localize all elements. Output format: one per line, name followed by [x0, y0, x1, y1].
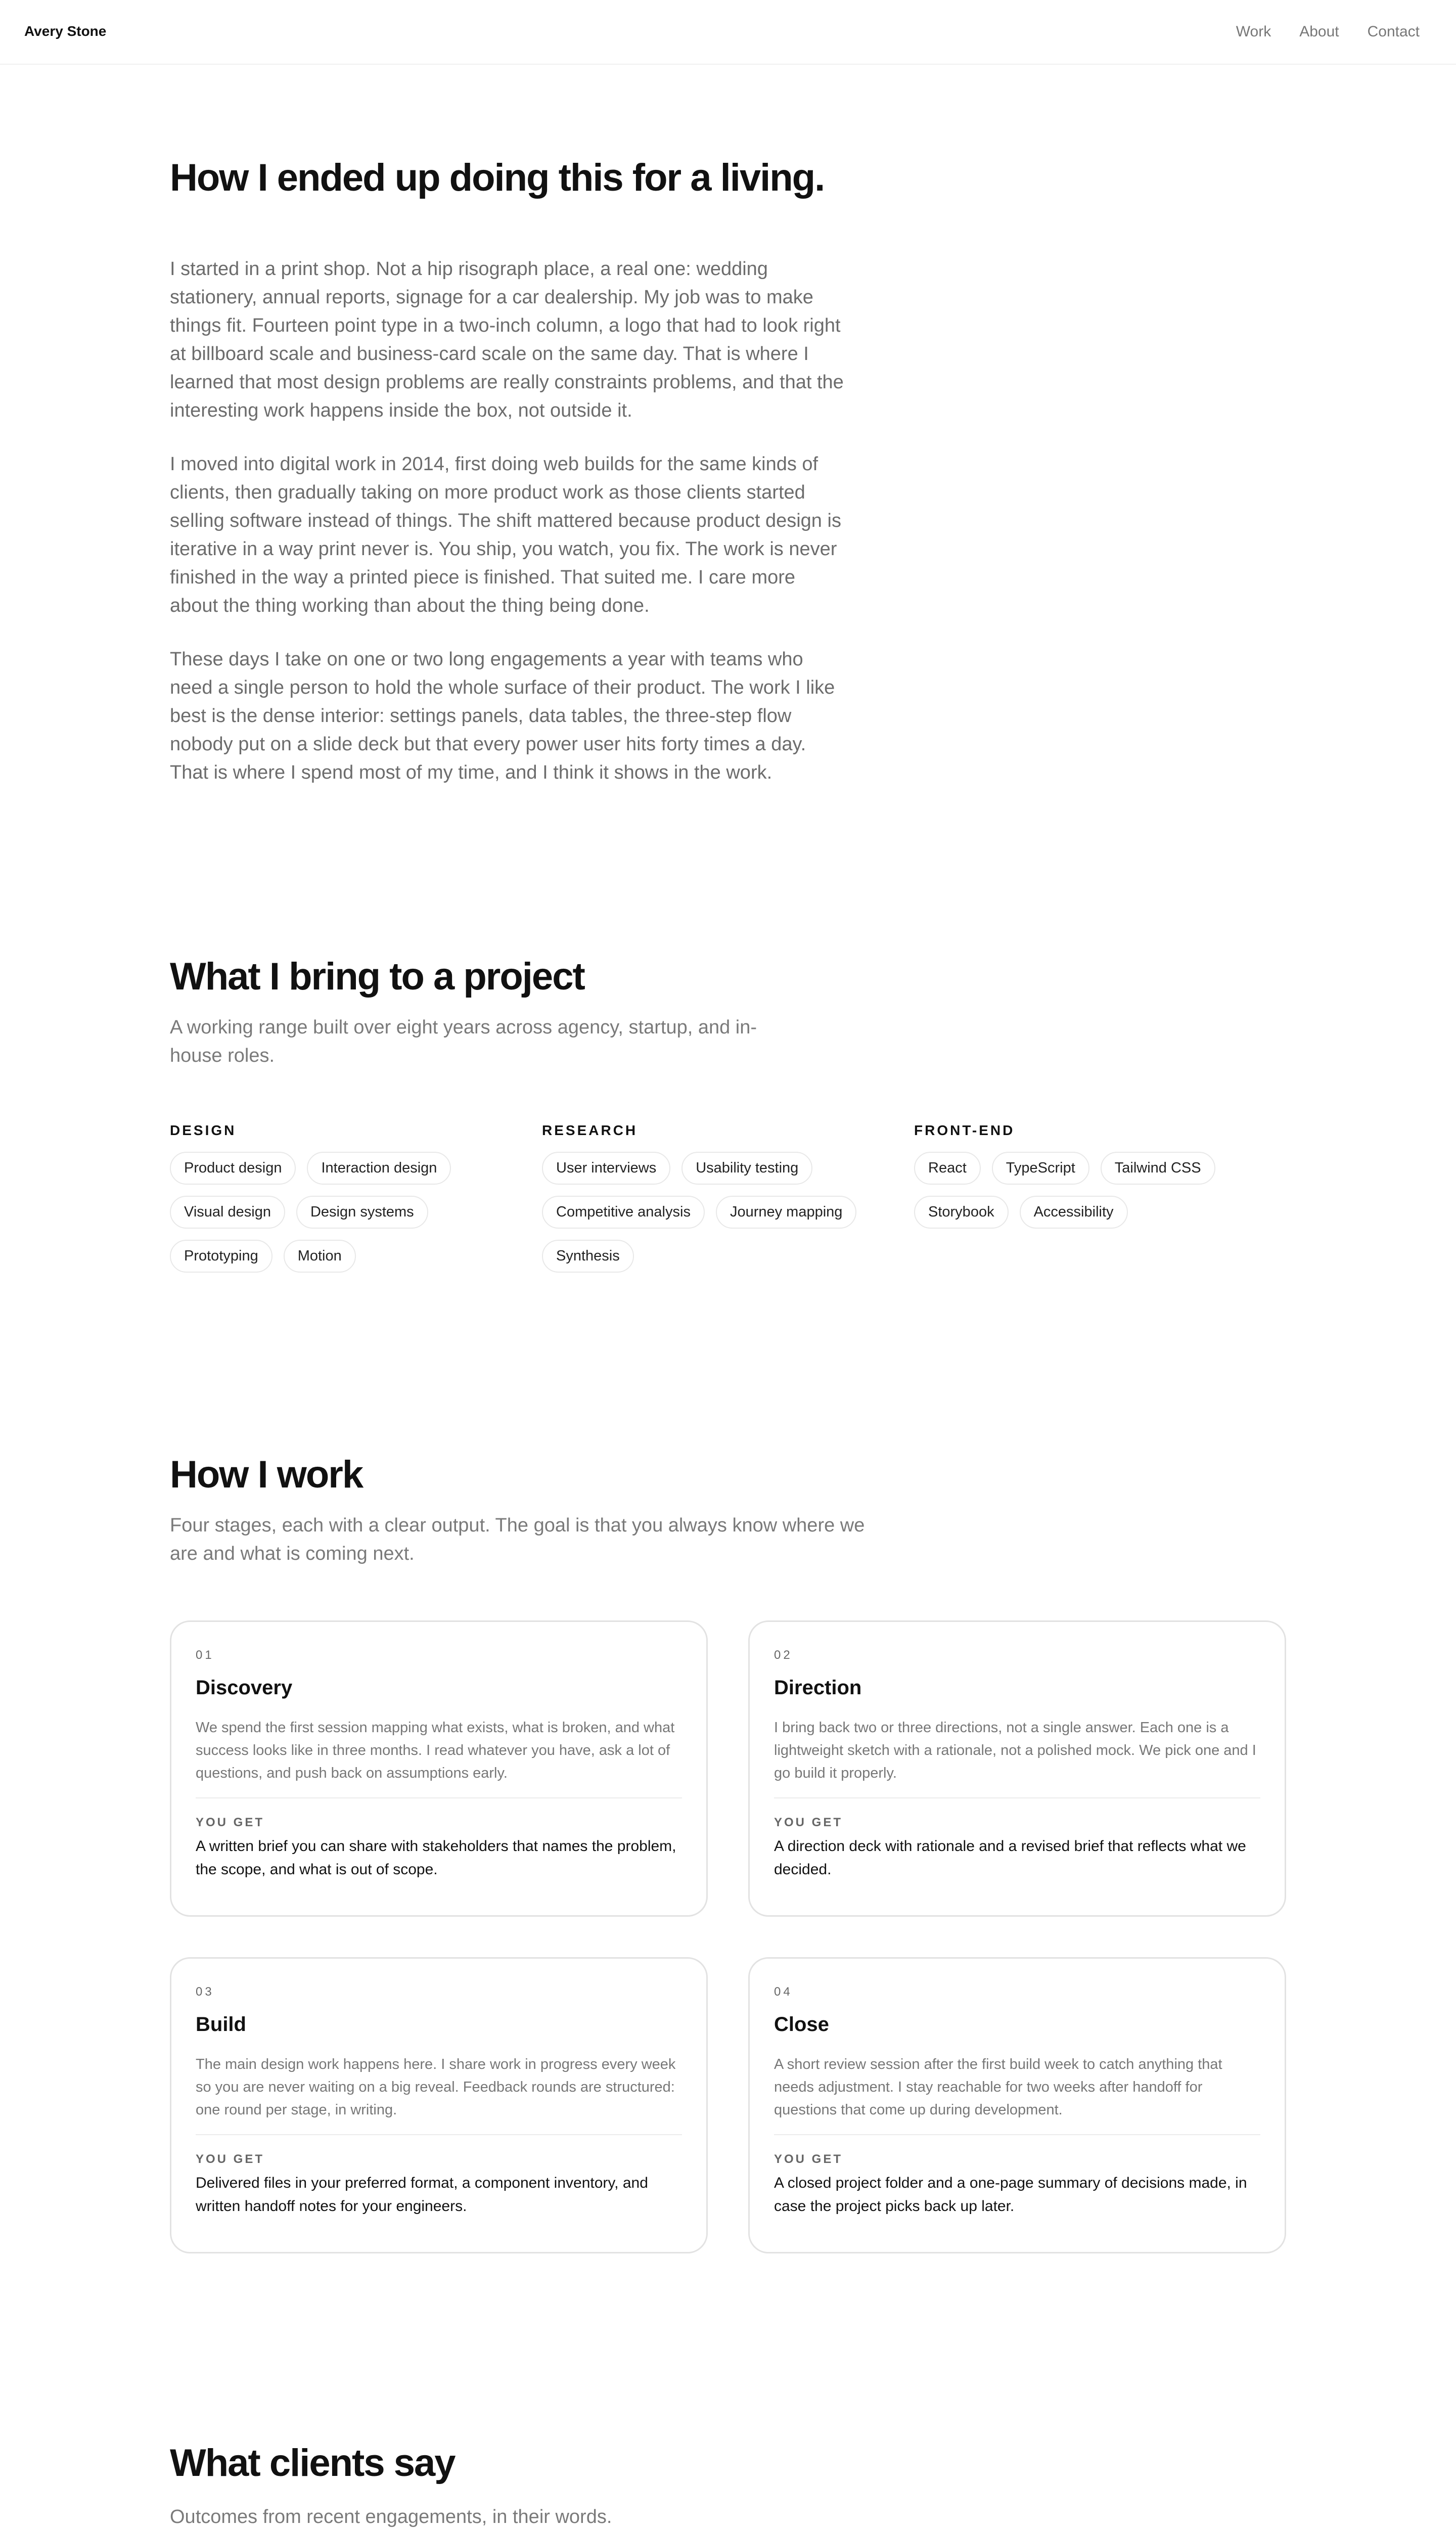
site-header — [0, 0, 1456, 65]
card-divider — [196, 2134, 682, 2135]
process-title: How I work — [170, 1453, 363, 1496]
stage-number: 01 — [196, 1648, 214, 1662]
about-paragraph: I moved into digital work in 2014, first doing web builds for the same kinds of clients, then gradually taking on more product work as those clients started selling software instead of things. The shift mattered because product design is iterative in a way print never is. You ship, you watch, you fix. The work is never finished in the way a printed piece is finished. That suited me. I care more about the thing working than about the thing being done. — [170, 453, 841, 616]
stage-title: Direction — [774, 1677, 862, 1699]
stage-deliverable: Delivered files in your preferred format, a component inventory, and written handoff notes for your engineers. — [196, 2175, 648, 2215]
stage-deliverable: A closed project folder and a one-page summary of decisions made, in case the project picks back up later. — [774, 2175, 1247, 2215]
skill-column-design — [170, 1122, 542, 1273]
you-get-label: YOU GET — [196, 1816, 265, 1829]
card-divider — [196, 1797, 682, 1798]
skill-chip: Synthesis — [542, 1240, 634, 1273]
skill-chip: Visual design — [170, 1196, 285, 1229]
skill-chip: React — [914, 1152, 981, 1185]
process-section — [170, 1453, 1286, 2215]
stage-description: We spend the first session mapping what exists, what is broken, and what success looks like in three months. I read whatever you have, ask a lot of questions, and push back on assumptions early. — [196, 1720, 675, 1781]
skills-section — [170, 955, 1286, 1264]
skill-column-heading: FRONT-END — [914, 1122, 1015, 1138]
brand-logo-text[interactable]: Avery Stone — [24, 23, 107, 39]
skill-column-heading: DESIGN — [170, 1122, 237, 1138]
testimonials-lead: Outcomes from recent engagements, in their words. — [170, 2506, 612, 2527]
about-paragraph: I started in a print shop. Not a hip risograph place, a real one: wedding stationery, annual reports, signage for a car dealership. My job was to make things fit. Fourteen point type in a two-inch column, a logo that had to look right at billboard scale and business-card scale on the same day. That is where I learned that most design problems are really constraints problems, and that the interesting work happens inside the box, not outside it. — [170, 258, 844, 421]
stage-number: 03 — [196, 1985, 214, 1999]
skill-chip: Tailwind CSS — [1101, 1152, 1215, 1185]
process-cards — [170, 1620, 1286, 2253]
stage-number: 04 — [774, 1985, 793, 1999]
process-card-close — [748, 1957, 1286, 2253]
skills-lead: A working range built over eight years across agency, startup, and in-house roles. — [170, 1016, 757, 1066]
skill-columns — [170, 1122, 1286, 1273]
nav-link-about[interactable]: About — [1299, 23, 1339, 40]
top-nav — [1236, 23, 1420, 40]
skill-chip: Motion — [284, 1240, 356, 1273]
skill-chip: Accessibility — [1020, 1196, 1128, 1229]
skill-chip: Competitive analysis — [542, 1196, 705, 1229]
skill-column-research — [542, 1122, 914, 1273]
skill-chip: Usability testing — [681, 1152, 812, 1185]
skill-chip: Product design — [170, 1152, 296, 1185]
skill-column-front-end — [914, 1122, 1286, 1273]
process-card-discovery — [170, 1620, 708, 1917]
stage-deliverable: A direction deck with rationale and a revised brief that reflects what we decided. — [774, 1838, 1246, 1878]
process-lead: Four stages, each with a clear output. The goal is that you always know where we are and what is coming next. — [170, 1514, 865, 1564]
nav-link-contact[interactable]: Contact — [1367, 23, 1420, 40]
chip-list — [170, 1152, 524, 1273]
you-get-label: YOU GET — [774, 2152, 843, 2166]
nav-link-work[interactable]: Work — [1236, 23, 1271, 40]
stage-title: Build — [196, 2013, 246, 2036]
about-paragraph: These days I take on one or two long engagements a year with teams who need a single person to hold the whole surface of their product. The work I like best is the dense interior: settings panels, data tables, the three-step flow nobody put on a slide deck but that every power user hits forty times a day. That is where I spend most of my time, and I think it shows in the work. — [170, 648, 835, 783]
skill-chip: Journey mapping — [716, 1196, 856, 1229]
stage-title: Discovery — [196, 1677, 293, 1699]
about-section — [170, 157, 1286, 787]
process-card-direction — [748, 1620, 1286, 1917]
stage-description: A short review session after the first build week to catch anything that needs adjustment. I stay reachable for two weeks after handoff for questions that come up during development. — [774, 2056, 1222, 2118]
card-divider — [774, 2134, 1260, 2135]
stage-description: The main design work happens here. I share work in progress every week so you are never waiting on a big reveal. Feedback rounds are structured: one round per stage, in writing. — [196, 2056, 676, 2118]
stage-description: I bring back two or three directions, not a single answer. Each one is a lightweight sketch with a rationale, not a polished mock. We pick one and I go build it properly. — [774, 1720, 1256, 1781]
chip-list — [914, 1152, 1268, 1229]
skills-title: What I bring to a project — [170, 955, 584, 998]
skill-chip: Storybook — [914, 1196, 1009, 1229]
stage-title: Close — [774, 2013, 829, 2036]
you-get-label: YOU GET — [196, 2152, 265, 2166]
stage-number: 02 — [774, 1648, 793, 1662]
skill-column-heading: RESEARCH — [542, 1122, 638, 1138]
testimonials-title: What clients say — [170, 2442, 455, 2485]
skill-chip: Prototyping — [170, 1240, 272, 1273]
you-get-label: YOU GET — [774, 1816, 843, 1829]
about-title: How I ended up doing this for a living. — [170, 156, 825, 199]
card-divider — [774, 1797, 1260, 1798]
process-card-build — [170, 1957, 708, 2253]
skill-chip: Interaction design — [307, 1152, 451, 1185]
stage-deliverable: A written brief you can share with stakeholders that names the problem, the scope, and what is out of scope. — [196, 1838, 676, 1878]
skill-chip: User interviews — [542, 1152, 670, 1185]
testimonials-section — [170, 2442, 1286, 2528]
chip-list — [542, 1152, 896, 1273]
skill-chip: Design systems — [296, 1196, 428, 1229]
skill-chip: TypeScript — [992, 1152, 1089, 1185]
